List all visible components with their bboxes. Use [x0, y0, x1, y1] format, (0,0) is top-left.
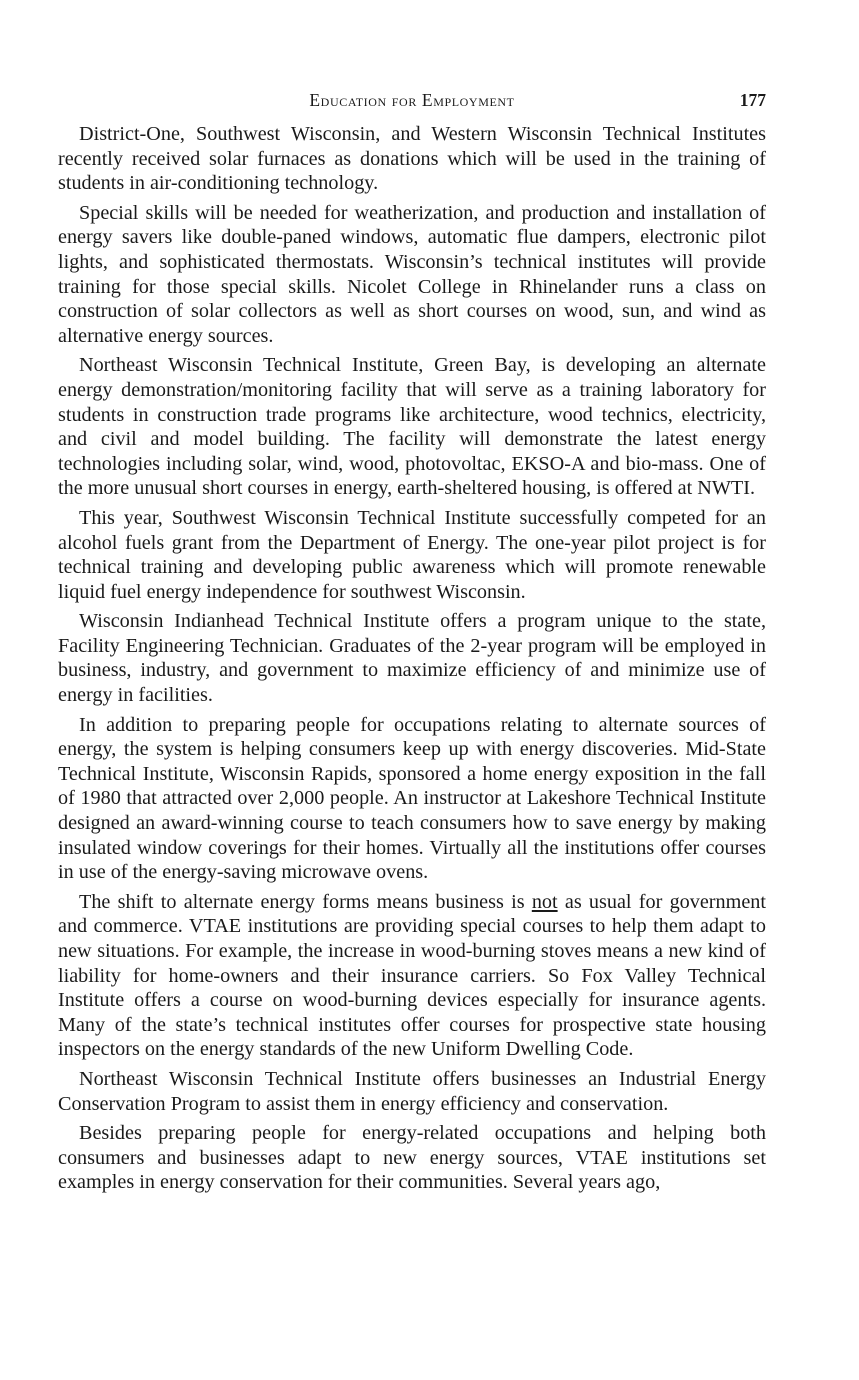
paragraph-text-before: The shift to alternate energy forms means business is	[79, 890, 532, 913]
book-page	[58, 88, 766, 1200]
body-text	[58, 122, 766, 1195]
paragraph-alcohol-fuels-grant: This year, Southwest Wisconsin Technical Institute successfully competed for an alcohol fuels grant from the Department of Energy. The one-year pilot project is for technical training and developing public awareness which will promote renewable liquid fuel energy independence for southwest Wisconsin.	[58, 506, 766, 603]
paragraph-consumer-energy: In addition to preparing people for occupations relating to alternate sources of energy, the system is helping consumers keep up with energy discoveries. Mid-State Technical Institute, Wisconsin Rapids, sponsored a home energy exposition in the fall of 1980 that attracted over 2,000 people. An instructor at Lakeshore Technical Institute designed an award-winning course to teach consumers how to save energy by making insulated window coverings for their homes. Virtually all the institutions offer courses in use of the energy-saving microwave ovens.	[58, 713, 766, 884]
paragraph-nwti-facility: Northeast Wisconsin Technical Institute, Green Bay, is developing an alternate energy demonstration/monitoring facility that will serve as a training laboratory for students in construction trade programs like architecture, wood technics, electricity, and civil and model building. The facility will demonstrate the latest energy technologies including solar, wind, wood, photovoltac, EKSO-A and bio-mass. One of the more unusual short courses in energy, earth-sheltered housing, is offered at NWTI.	[58, 354, 766, 500]
paragraph-facility-engineering: Wisconsin Indianhead Technical Institute offers a program unique to the state, Facility Engineering Technician. Graduates of the 2-year program will be employed in business, industry, and government to maximize efficiency of and minimize use of energy in facilities.	[58, 610, 766, 707]
paragraph-text-after: as usual for government and commerce. VTAE institutions are providing special courses to help them adapt to new situations. For example, the increase in wood-burning stoves means a new kind of liability for home-owners and their insurance carriers. So Fox Valley Technical Institute offers a course on wood-burning devices especially for insurance agents. Many of the state’s technical institutes offer courses for prospective state housing inspectors on the energy standards of the new Uniform Dwelling Code.	[58, 890, 766, 1061]
paragraph-examples-conservation: Besides preparing people for energy-related occupations and helping both consumers and businesses adapt to new energy sources, VTAE institutions set examples in energy conservation for their communities. Several years ago,	[58, 1122, 766, 1194]
underlined-word: not	[531, 890, 558, 913]
paragraph-industrial-conservation: Northeast Wisconsin Technical Institute offers businesses an Industrial Energy Conservation Program to assist them in energy efficiency and conservation.	[58, 1067, 766, 1115]
paragraph-solar-furnaces: District-One, Southwest Wisconsin, and Western Wisconsin Technical Institutes recently received solar furnaces as donations which will be used in the training of students in air-conditioning technology.	[58, 123, 766, 195]
paragraph-government-commerce	[58, 890, 766, 1062]
running-head	[58, 88, 766, 116]
page-number: 177	[739, 90, 766, 110]
paragraph-special-skills: Special skills will be needed for weatherization, and production and installation of energy savers like double-paned windows, automatic flue dampers, electronic pilot lights, and sophisticated thermostats. Wisconsin’s technical institutes will provide training for those special skills. Nicolet College in Rhinelander runs a class on construction of solar collectors as well as short courses on wood, sun, and wind as alternative energy sources.	[58, 201, 766, 347]
running-title: Education for Employment	[309, 90, 515, 110]
